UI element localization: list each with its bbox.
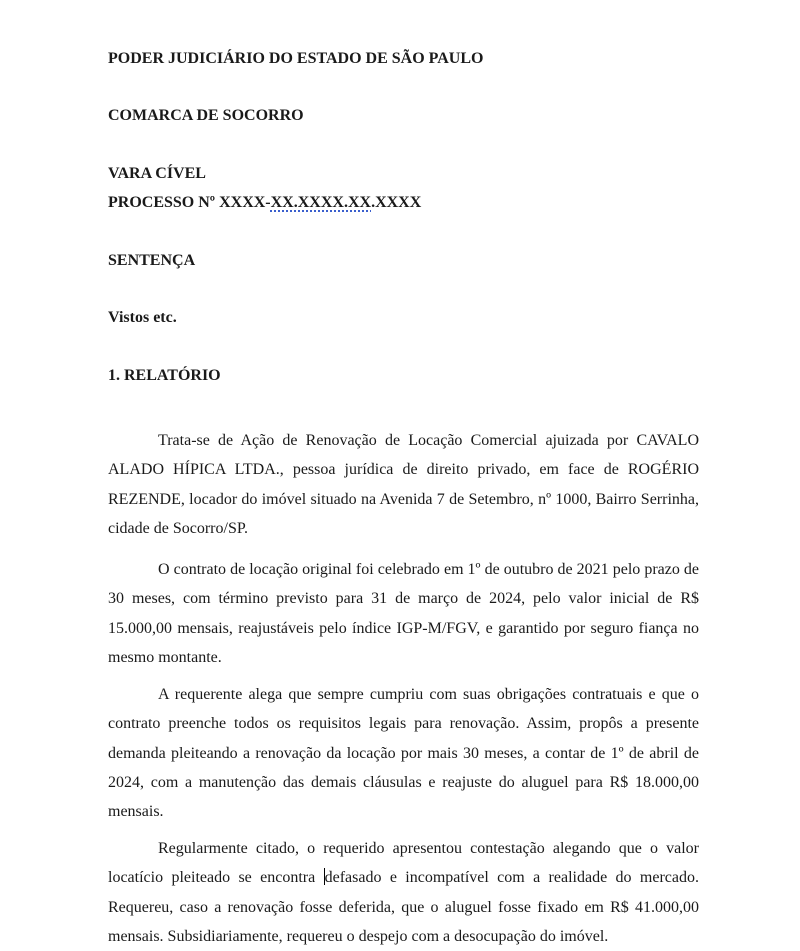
document-type-heading: SENTENÇA (108, 252, 196, 269)
process-middle: XX.XXXX.XX (270, 194, 372, 211)
paragraph-1: Trata-se de Ação de Renovação de Locação Comercial ajuizada por CAVALO ALADO HÍPICA LTDA., pessoa jurídica de direito privado, em face de ROGÉRIO REZENDE, locador do imóvel situado na Avenida 7 de Setembro, nº 1000, Bairro Serrinha, cidade de Socorro/SP. (108, 432, 699, 537)
section-title: 1. RELATÓRIO (108, 367, 221, 384)
process-suffix: .XXXX (371, 194, 422, 211)
paragraph-4 (108, 834, 699, 951)
paragraph-2: O contrato de locação original foi celebrado em 1º de outubro de 2021 pelo prazo de 30 meses, com término previsto para 31 de março de 2024, pelo valor inicial de R$ 15.000,00 mensais, reajustáveis pelo índice IGP-M/FGV, e garantido por seguro fiança no mesmo montante. (108, 561, 699, 666)
district-heading: COMARCA DE SOCORRO (108, 107, 304, 124)
process-prefix: PROCESSO Nº XXXX- (108, 194, 271, 211)
seen-heading: Vistos etc. (108, 309, 177, 326)
court-heading: PODER JUDICIÁRIO DO ESTADO DE SÃO PAULO (108, 50, 484, 67)
division-heading: VARA CÍVEL (108, 165, 206, 182)
process-number (108, 193, 421, 213)
paragraph-4-start: Regularmente citado, o requerido apresentou contestação alegando que o valor locatício pleiteado se encontra (108, 840, 699, 887)
paragraph-4-end: defasado e incompatível com a realidade do mercado. Requereu, caso a renovação fosse deferida, que o aluguel fosse fixado em R$ 41.000,00 mensais. Subsidiariamente, requereu o despejo com a desocupação do imóvel. (108, 869, 699, 945)
paragraph-3: A requerente alega que sempre cumpriu com suas obrigações contratuais e que o contrato preenche todos os requisitos legais para renovação. Assim, propôs a presente demanda pleiteando a renovação da locação por mais 30 meses, a contar de 1º de abril de 2024, com a manutenção das demais cláusulas e reajuste do aluguel para R$ 18.000,00 mensais. (108, 686, 699, 821)
